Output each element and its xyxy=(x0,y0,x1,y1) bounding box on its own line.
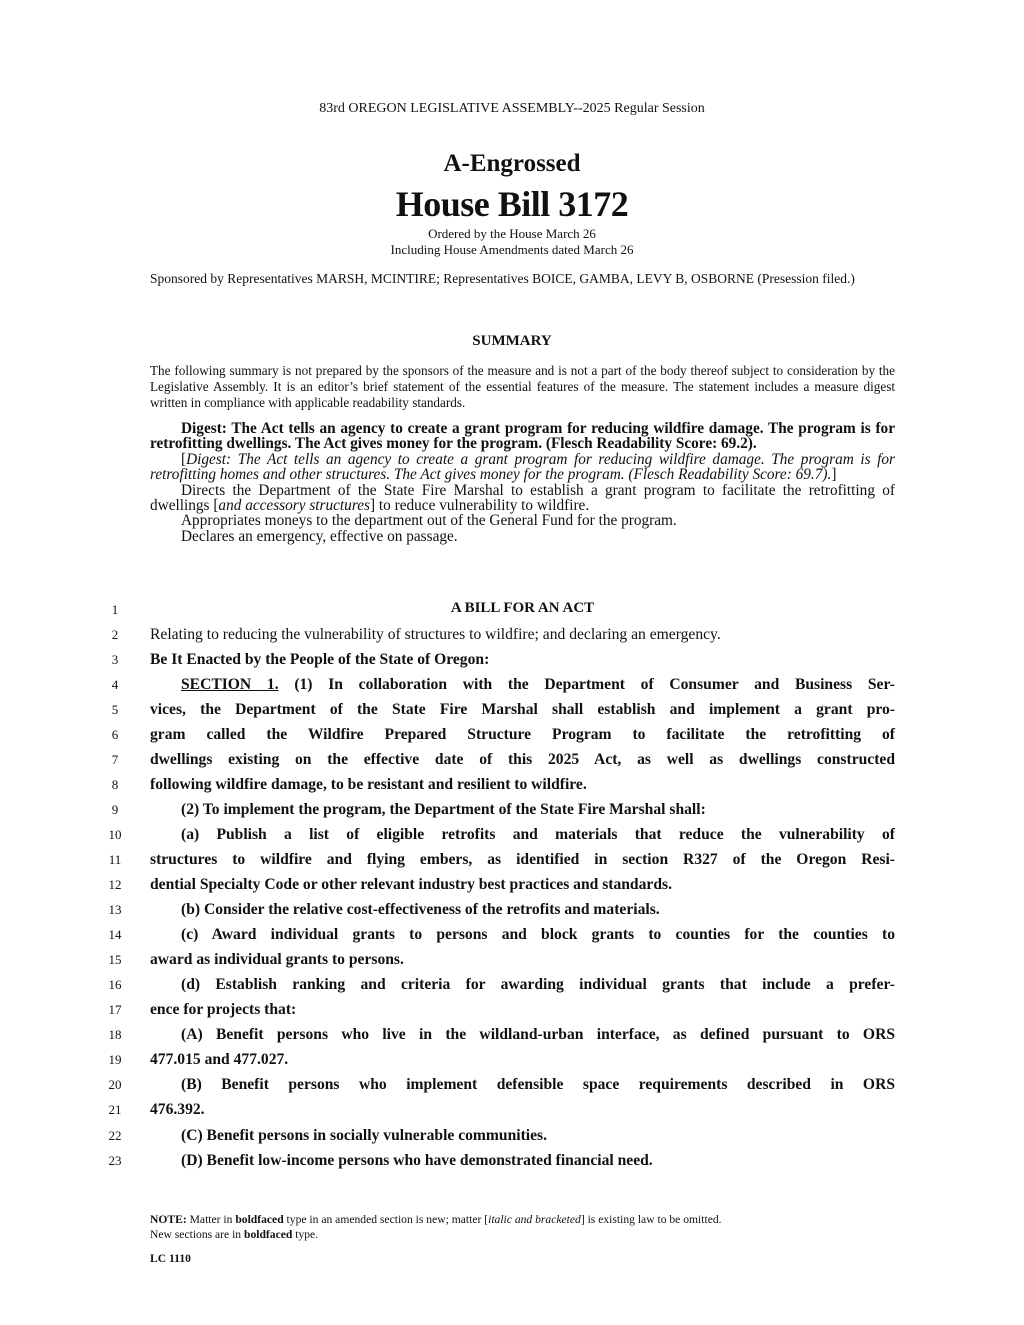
line-number: 5 xyxy=(111,702,119,717)
bill-line-14: (c) Award individual grants to persons and block grants to counties for the counties to xyxy=(181,926,895,943)
line-number: 17 xyxy=(108,1002,122,1017)
appropriates-text: Appropriates moneys to the department out of the General Fund for the program. xyxy=(181,512,677,530)
summary-text: The following summary is not prepared by the sponsors of the measure and is not a part of the body thereof subject to consideration by the Legislative Assembly. It is an editor’s brief statement of the essential features of the measure. The statement includes a measure digest written in compliance with applicable readability standards. xyxy=(150,363,895,410)
summary-heading: SUMMARY xyxy=(472,333,552,349)
bill-line-18: (A) Benefit persons who live in the wildland-urban interface, as defined pursuant to ORS xyxy=(181,1026,895,1043)
note-text-4: New sections are in xyxy=(150,1228,245,1241)
bill-line-5: vices, the Department of the State Fire Marshal shall establish and implement a grant pro- xyxy=(150,701,895,718)
line-number: 15 xyxy=(108,952,122,967)
bill-line-6: gram called the Wildfire Prepared Structure Program to facilitate the retrofitting of xyxy=(150,726,895,743)
bill-line-12: dential Specialty Code or other relevant industry best practices and standards. xyxy=(150,876,672,893)
bill-line-11: structures to wildfire and flying embers, as identified in section R327 of the Oregon Resi- xyxy=(150,851,895,868)
line-number: 2 xyxy=(111,627,119,642)
amendments-line: Including House Amendments dated March 26 xyxy=(390,242,634,257)
digest-new: Digest: The Act tells an agency to create a grant program for reducing wildfire damage. The program is for retrofitting dwellings. The Act gives money for the program. (Flesch Readability Score: 69.2). xyxy=(150,420,895,453)
line-number: 20 xyxy=(108,1077,122,1092)
note-italic: italic and bracketed xyxy=(488,1213,581,1226)
declares-text: Declares an emergency, effective on passage. xyxy=(181,527,458,545)
bill-line-21: 476.392. xyxy=(150,1101,205,1118)
note-text-3: ] is existing law to be omitted. xyxy=(580,1213,722,1226)
line-number: 12 xyxy=(108,877,122,892)
line-number: 7 xyxy=(111,752,119,767)
bill-line-13: (b) Consider the relative cost-effectiveness of the retrofits and materials. xyxy=(181,901,660,918)
note-text-5: type. xyxy=(292,1228,319,1241)
bill-line-4-text: (1) In collaboration with the Department of Consumer and Business Ser- xyxy=(278,676,895,693)
directs-text-2: to reduce vulnerability to wildfire. xyxy=(375,497,590,515)
digest-block: Digest: The Act tells an agency to create a grant program for reducing wildfire damage. The program is for retrofitting dwellings. The Act gives money for the program. (Flesch Readability Score: 69.2). [Digest: The Act tells an agency to create a grant program for reducing wildfire damage. The program is for retrofitting homes and other structures. The Act gives money for the program. (Flesch Readability Score: 69.7).] Directs the Department of the State Fire Marshal to establish a grant program to facilitate the retrofitting of dwellings [and accessory structures] to reduce vulnerability to wildfire. Appropriates moneys to the department out of the General Fund for the program. Declares an emergency, effective on passage. xyxy=(150,420,895,545)
bill-for-an-act: A BILL FOR AN ACT xyxy=(450,600,595,616)
bill-line-19: 477.015 and 477.027. xyxy=(150,1051,289,1068)
line-number: 13 xyxy=(108,902,122,917)
bill-line-16: (d) Establish ranking and criteria for awarding individual grants that include a prefer- xyxy=(181,976,895,993)
line-number: 6 xyxy=(111,727,119,742)
bill-line-20: (B) Benefit persons who implement defensible space requirements described in ORS xyxy=(181,1076,895,1093)
note-bold-1: boldfaced xyxy=(235,1213,284,1226)
line-number: 21 xyxy=(108,1102,122,1117)
bill-line-7: dwellings existing on the effective date of this 2025 Act, as well as dwellings constructed xyxy=(150,751,895,768)
bill-line-8: following wildfire damage, to be resistant and resilient to wildfire. xyxy=(150,776,587,793)
note-text-1: Matter in xyxy=(186,1213,236,1226)
line-number: 16 xyxy=(108,977,122,992)
bill-line-4 xyxy=(150,676,895,694)
directs-text-1: Directs the Department of the State Fire Marshal to establish a grant program to facilitate the retrofitting of dwellings xyxy=(150,481,895,515)
ordered-block xyxy=(0,226,1024,258)
session-header: 83rd OREGON LEGISLATIVE ASSEMBLY--2025 Regular Session xyxy=(319,101,705,116)
line-number: 18 xyxy=(108,1027,122,1042)
line-number: 8 xyxy=(111,777,119,792)
line-number: 4 xyxy=(111,677,119,692)
line-number: 3 xyxy=(111,652,119,667)
sponsors-text: Sponsored by Representatives MARSH, MCINTIRE; Representatives BOICE, GAMBA, LEVY B, OSBORNE (Presession filed.) xyxy=(150,271,855,286)
footer-note xyxy=(150,1212,895,1242)
line-number: 22 xyxy=(108,1128,122,1143)
note-text-2: type in an amended section is new; matter [ xyxy=(283,1213,489,1226)
line-number: 9 xyxy=(111,802,119,817)
digest-deleted: Digest: The Act tells an agency to create a grant program for reducing wildfire damage. The program is for retrofitting homes and other structures. The Act gives money for the program. (Flesch Readability Score: 69.7). xyxy=(150,450,895,484)
line-number: 19 xyxy=(108,1052,122,1067)
bill-line-17: ence for projects that: xyxy=(150,1001,297,1018)
ordered-line: Ordered by the House March 26 xyxy=(428,226,596,241)
lc-number: LC 1110 xyxy=(150,1252,191,1265)
note-label: NOTE: xyxy=(150,1213,187,1226)
bill-line-3: Be It Enacted by the People of the State of Oregon: xyxy=(150,651,490,668)
bill-line-22: (C) Benefit persons in socially vulnerable communities. xyxy=(181,1127,548,1144)
bill-line-9: (2) To implement the program, the Department of the State Fire Marshal shall: xyxy=(181,801,706,818)
line-number: 14 xyxy=(108,927,122,942)
bill-line-10: (a) Publish a list of eligible retrofits and materials that reduce the vulnerability of xyxy=(181,826,895,843)
line-number: 23 xyxy=(108,1153,122,1168)
directs-deleted: and accessory structures xyxy=(218,497,370,515)
bill-line-15: award as individual grants to persons. xyxy=(150,951,404,968)
note-bold-2: boldfaced xyxy=(244,1228,293,1241)
line-number: 1 xyxy=(111,602,119,617)
bill-title: House Bill 3172 xyxy=(395,184,629,224)
line-number: 10 xyxy=(108,827,122,842)
bill-line-23: (D) Benefit low-income persons who have demonstrated financial need. xyxy=(181,1152,653,1169)
line-number: 11 xyxy=(108,852,122,867)
bill-line-2: Relating to reducing the vulnerability of structures to wildfire; and declaring an emergency. xyxy=(150,626,721,643)
engrossed-label: A-Engrossed xyxy=(443,150,581,177)
section-label: SECTION 1. xyxy=(181,676,279,693)
